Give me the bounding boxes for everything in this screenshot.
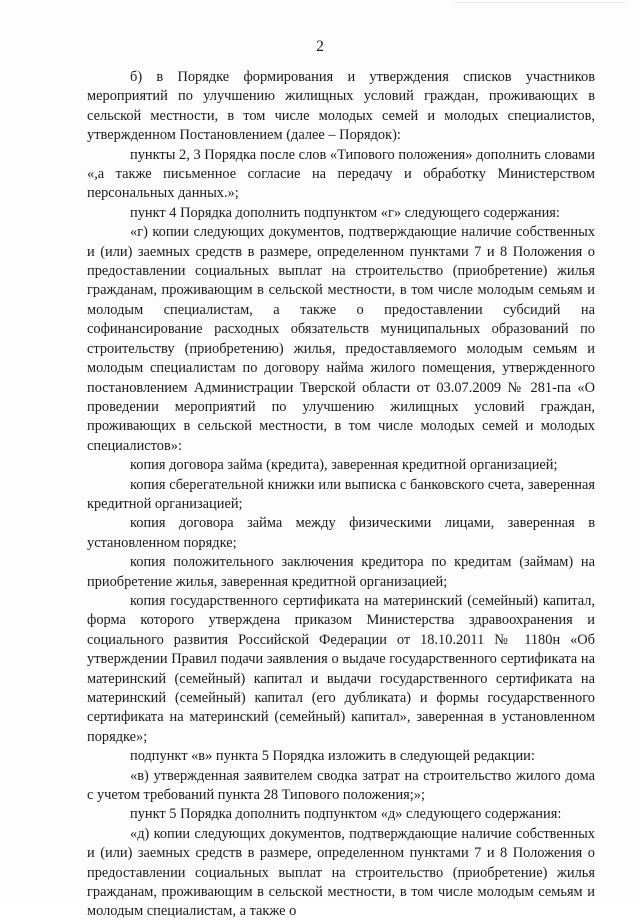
paragraph-12: пункт 5 Порядка дополнить подпунктом «д» следующего содержания:	[130, 806, 562, 823]
paragraph-8: копия положительного заключения кредитора по кредитам (займам) на приобретение жилья, заверенная кредитной организацией;	[87, 554, 595, 590]
paragraph-3: пункт 4 Порядка дополнить подпунктом «г» следующего содержания:	[130, 204, 560, 221]
paragraph-4: «г) копии следующих документов, подтверждающие наличие собственных и (или) заемных средств в размере, определенном пунктами 7 и 8 Положения о предоставлении социальных выплат на строительство (приобретение) жилья гражданам, проживающим в сельской местности, в том числе молодым семьям и молодым специалистам, а также о предоставлении субсидий на софинансирование расходных обязательств муниципальных образований по строительству (приобретению) жилья, предоставляемого молодым семьям и молодым специалистам по договору найма жилого помещения, утвержденного постановлением Администрации Тверской области от 03.07.2009 № 281-па «О проведении мероприятий по улучшению жилищных условий граждан, проживающих в сельской местности, в том числе молодых семей и молодых специалистов»:	[87, 224, 595, 454]
paragraph-11: «в) утвержденная заявителем сводка затрат на строительство жилого дома с учетом требований пункта 28 Типового положения;»;	[87, 767, 595, 804]
document-body	[87, 68, 595, 922]
page-number: 2	[316, 38, 324, 55]
scan-artifact	[455, 2, 625, 7]
paragraph-1: б) в Порядке формирования и утверждения списков участников мероприятий по улучшению жилищных условий граждан, проживающих в сельской местности, в том числе молодых семей и молодых специалистов, утвержденном Постановлением (далее – Порядок):	[87, 69, 595, 144]
paragraph-9: копия государственного сертификата на материнский (семейный) капитал, форма которого утверждена приказом Министерства здравоохранения и социального развития Российской Федерации от 18.10.2011 № 1180н «Об утверждении Правил подачи заявления о выдаче государственного сертификата на материнский (семейный) капитал и выдачи государственного сертификата на материнский (семейный) капитал (его дубликата) и формы государственного сертификата на материнский (семейный) капитал», заверенная в установленном порядке»;	[87, 592, 595, 745]
paragraph-10: подпункт «в» пункта 5 Порядка изложить в следующей редакции:	[130, 748, 535, 765]
paragraph-5: копия договора займа (кредита), заверенная кредитной организацией;	[130, 457, 558, 474]
paragraph-13: «д) копии следующих документов, подтверждающие наличие собственных и (или) заемных средств в размере, определенном пунктами 7 и 8 Положения о предоставлении социальных выплат на строительство (приобретение) жилья гражданам, проживающим в сельской местности, в том числе молодым семьям и молодым специалистам, а также о	[87, 825, 595, 920]
paragraph-2: пункты 2, 3 Порядка после слов «Типового положения» дополнить словами «,а также письменное согласие на передачу и обработку Министерством персональных данных.»;	[87, 146, 595, 202]
paragraph-7: копия договора займа между физическими лицами, заверенная в установленном порядке;	[87, 515, 595, 551]
paragraph-6: копия сберегательной книжки или выписка с банковского счета, заверенная кредитной организацией;	[87, 476, 595, 512]
